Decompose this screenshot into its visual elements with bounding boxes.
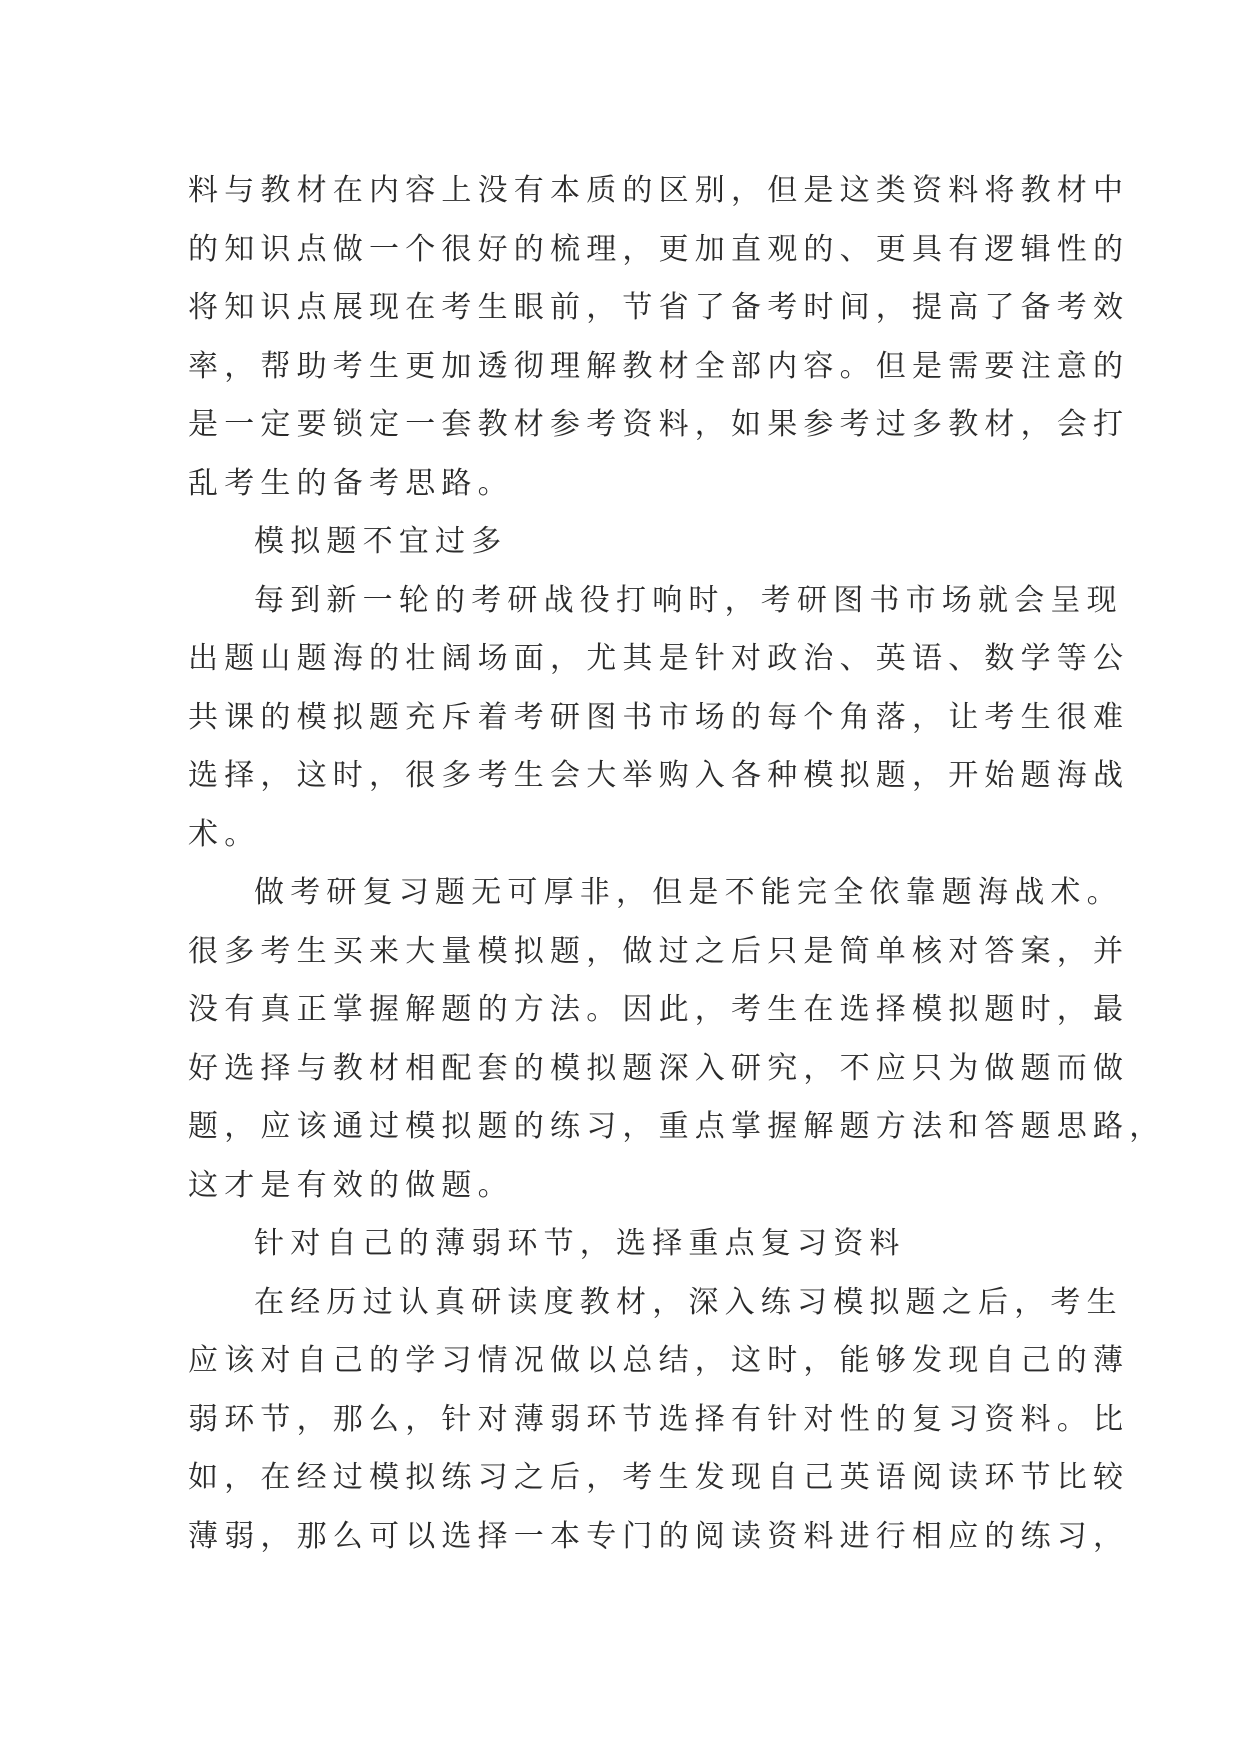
section-heading-mock-questions	[188, 513, 1058, 572]
text-line: 薄弱，那么可以选择一本专门的阅读资料进行相应的练习，	[188, 1518, 1130, 1554]
text-line: 这才是有效的做题。	[188, 1167, 514, 1203]
text-line: 出题山题海的壮阔场面，尤其是针对政治、英语、数学等公	[188, 641, 1130, 676]
text-line: 料与教材在内容上没有本质的区别，但是这类资料将教材中	[188, 173, 1130, 208]
document-body	[188, 162, 1166, 1566]
text-line: 很多考生买来大量模拟题，做过之后只是简单核对答案，并	[188, 933, 1130, 969]
text-line: 每到新一轮的考研战役打响时，考研图书市场就会呈现	[254, 582, 1123, 618]
text-line: 是一定要锁定一套教材参考资料，如果参考过多教材，会打	[188, 407, 1130, 442]
paragraph-p3	[188, 864, 1166, 1215]
section-heading-weak-points	[188, 1215, 1058, 1274]
text-line: 好选择与教材相配套的模拟题深入研究，不应只为做题而做	[188, 1050, 1130, 1086]
paragraph-p2	[188, 572, 1130, 865]
text-line: 在经历过认真研读度教材，深入练习模拟题之后，考生	[254, 1284, 1123, 1320]
paragraph-p1	[188, 162, 1130, 513]
text-line: 针对自己的薄弱环节，选择重点复习资料	[254, 1226, 906, 1261]
text-line: 的知识点做一个很好的梳理，更加直观的、更具有逻辑性的	[188, 231, 1130, 267]
text-line: 模拟题不宜过多	[254, 524, 508, 559]
text-line: 将知识点展现在考生眼前，节省了备考时间，提高了备考效	[188, 290, 1130, 325]
text-line: 乱考生的备考思路。	[188, 465, 514, 501]
text-line: 题，应该通过模拟题的练习，重点掌握解题方法和答题思路，	[188, 1109, 1166, 1144]
text-line: 率，帮助考生更加透彻理解教材全部内容。但是需要注意的	[188, 348, 1130, 384]
text-line: 共课的模拟题充斥着考研图书市场的每个角落，让考生很难	[188, 699, 1130, 735]
text-line: 如，在经过模拟练习之后，考生发现自己英语阅读环节比较	[188, 1460, 1130, 1495]
text-line: 应该对自己的学习情况做以总结，这时，能够发现自己的薄	[188, 1343, 1130, 1378]
text-line: 弱环节，那么，针对薄弱环节选择有针对性的复习资料。比	[188, 1401, 1130, 1437]
text-line: 没有真正掌握解题的方法。因此，考生在选择模拟题时，最	[188, 992, 1130, 1027]
paragraph-p4	[188, 1274, 1130, 1567]
text-line: 术。	[188, 816, 261, 852]
text-line: 选择，这时，很多考生会大举购入各种模拟题，开始题海战	[188, 758, 1130, 793]
text-line: 做考研复习题无可厚非，但是不能完全依靠题海战术。	[254, 875, 1123, 910]
